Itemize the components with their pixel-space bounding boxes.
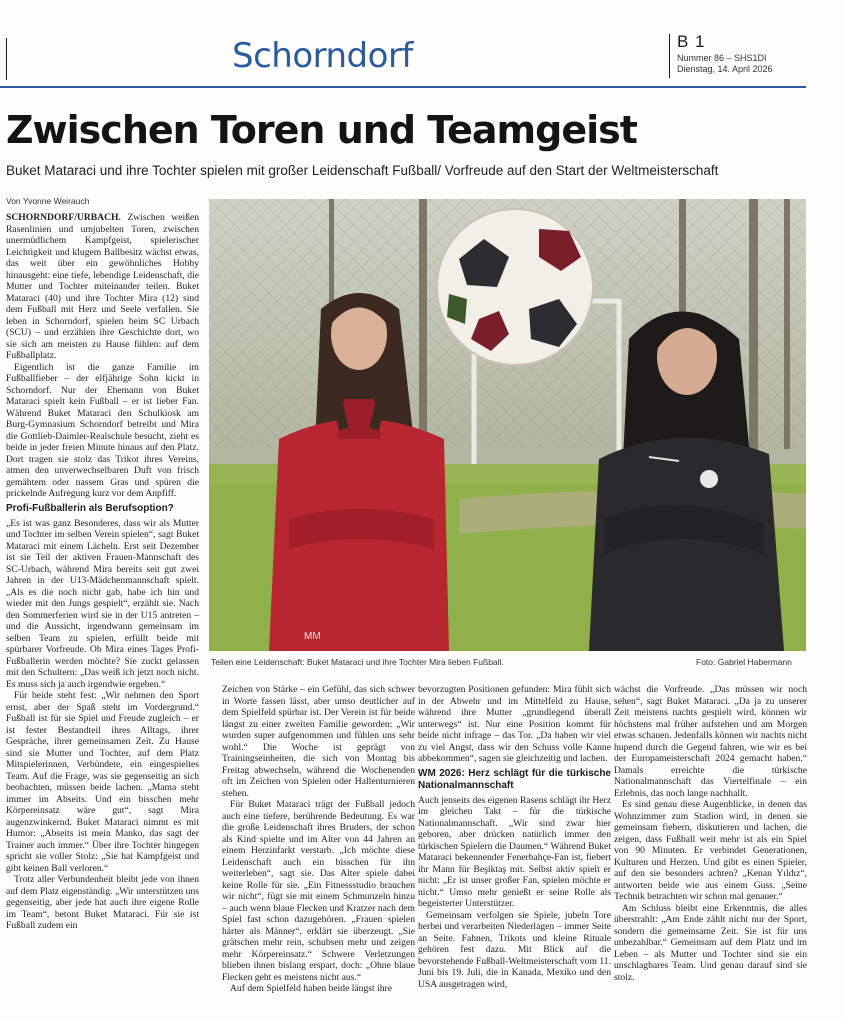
shirt-initials: MM [304, 631, 321, 642]
header-divider [0, 86, 806, 88]
article-paragraph: Für beide steht fest: „Wir nehmen den Sport ernst, aber der Spaß steht im Vordergrund.“ Fußball ist für sie Spiel und Freude zugleich – er ist fester Bestandteil ihres Alltags, ihrer Gespräche, ihrer gemeinsamen Zeit. Zu Hause sind sie Mutter und Tochter, auf dem Platz Mitspielerinnen, Verbündete, ein eingespieltes Team. Auf die Frage, was sie gegenseitig an sich beobachten, müssen beide lachen. „Mama steht immer im Abseits. Und ein bisschen mehr Körpereinsatz wäre gut“, sagt Mira augenzwinkernd. Buket Mataraci nimmt es mit Humor: „Abseits ist mein Manko, das sagt der Trainer auch immer.“ Über ihre Tochter hingegen spricht sie voller Stolz: „Sie hat Kampfgeist und gibt keinen Ball verloren.“ [6, 690, 199, 874]
article-photo [209, 199, 806, 651]
byline: Von Yvonne Weirauch [6, 196, 90, 206]
article-paragraph: Auch jenseits des eigenen Rasens schlägt ihr Herz im gleichen Takt – für die türkische Nationalmannschaft. „Wir sind zwar hier geboren, aber drücken natürlich immer den türkischen Spielern die Daumen.“ Während Buket Mataraci bekennender Fenerbahçe-Fan ist, fiebert ihr Mann für Beşiktaş mit. Selbst aktiv spielt er nicht: „Er ist unser großer Fan, spielen möchte er nicht.“ Umso mehr genießt er seine Rolle als begeisterter Unterstützer. [418, 794, 611, 909]
issue-date: Dienstag, 14. April 2026 [677, 64, 773, 74]
dateline: SCHORNDORF/URBACH. [6, 212, 121, 223]
header-left-rule [6, 38, 7, 80]
page-number: B 1 [677, 32, 706, 51]
article-column-1 [6, 212, 199, 1012]
photo-credit: Foto: Gabriel Habermann [696, 657, 792, 667]
intertitle: Profi-Fußballerin als Berufsoption? [6, 502, 174, 514]
article-paragraph [6, 212, 199, 362]
subheadline: Buket Mataraci und ihre Tochter spielen mit großer Leidenschaft Fußball/ Vorfreude auf den Start der Weltmeisterschaft [6, 163, 719, 178]
article-column-3 [418, 684, 611, 1014]
photo-caption: Teilen eine Leidenschaft: Buket Mataraci und ihre Tochter Mira lieben Fußball. [211, 657, 504, 667]
article-paragraph: Auf dem Spielfeld haben beide längst ihre [230, 983, 392, 994]
header-right-rule [669, 34, 670, 78]
article-paragraph: „Es ist was ganz Besonderes, dass wir als Mutter und Tochter im selben Verein spielen“, sagt Buket Mataraci mit einem Lächeln. Erst seit Dezember ist sie Teil der aktiven Frauen-Mannschaft des SC-Urbach, während Mira bereits seit gut zwei Jahren in der U13-Mädchenmannschaft spielt. „Als es die noch nicht gab, habe ich hin und wieder mit den Jungs gespielt“, erzählt sie. Nach den Sommerferien wird sie in der U15 antreten – und die Aussicht, irgendwann gemeinsam im selben Team zu spielen, erfüllt beide mit spürbarer Vorfreude. Ob Mira eines Tages Profi-Fußballerin werden möchte? Sie zuckt gelassen mit den Schultern: „Das weiß ich jetzt noch nicht. Es muss sich ja auch irgendwie ergeben.“ [6, 517, 199, 690]
headline: Zwischen Toren und Teamgeist [6, 108, 637, 152]
section-title: Schorndorf [232, 36, 413, 76]
article-paragraph: Am Schluss bleibt eine Erkenntnis, die alles überstrahlt: „Am Ende zählt nicht nur der Sport, sondern die gemeinsame Zeit. Sie ist für uns unbezahlbar.“ Gemeinsam auf dem Platz und im Leben – als Mutter und Tochter sind sie ein unschlagbares Team. Und genau darauf sind sie stolz. [614, 902, 807, 983]
football [437, 209, 593, 365]
article-column-4 [614, 684, 807, 1014]
intertitle: WM 2026: Herz schlägt für die türkische Nationalmannschaft [418, 767, 611, 791]
article-paragraph: Eigentlich ist die ganze Familie im Fußballfieber – der elfjährige Sohn kickt in Schorndorf. Nur der Ehemann von Buket Mataraci spielt kein Fußball – er ist lieber Fan. Während Buket Mataraci den Schulkiosk am Burg-Gymnasium Schorndorf betreibt und Mira die Gottlieb-Daimler-Realschule besucht, zieht es beide in jeder freien Minute hinaus auf den Platz. Dort tragen sie stolz das Trikot ihres Vereins, atmen den unverwechselbaren Duft von frisch gemähtem oder nassem Gras und spüren die prickelnde Aufregung kurz vor dem Anpfiff. [6, 361, 199, 499]
article-paragraph: Zeichen von Stärke – ein Gefühl, das sich schwer in Worte fassen lässt, aber umso deutlicher auf dem Spielfeld spürbar ist. Der Verein ist für beide längst zu einer zweiten Familie geworden: „Wir wurden super aufgenommen und fühlen uns sehr wohl.“ Die Woche ist geprägt von Trainingseinheiten, die sich von Montag bis Freitag abwechseln, während die Wochenenden oft im Zeichen von Spielen oder Hallenturnieren stehen. [222, 684, 415, 799]
article-paragraph: Gemeinsam verfolgen sie Spiele, jubeln Tore herbei und verarbeiten Niederlagen – immer Seite an Seite. Fahnen, Trikots und kleine Rituale gehören fest dazu. Mit Blick auf die bevorstehende Fußball-Weltmeisterschaft vom 11. Juni bis 19. Juli, die in Kanada, Mexiko und den USA ausgetragen wird, [418, 909, 611, 990]
page-header [0, 0, 845, 88]
article-paragraph: Für Buket Mataraci trägt der Fußball jedoch auch eine tiefere, berührende Bedeutung. Es war die große Leidenschaft ihres Bruders, der schon als Kind spielte und im Alter von 44 Jahren an einem Herzinfarkt verstarb. „Ich möchte diese Leidenschaft auch ein bisschen für ihn weiterleben“, sagt sie. Das Alter spiele dabei keine Rolle für sie. „Ein Fitnessstudio brauchen wir nicht“, fügt sie mit einem Schmunzeln hinzu – auch wenn blaue Flecken und Kratzer nach dem Spiel fast schon dazugehören. „Frauen spielen härter als Männer“, erklärt sie überzeugt. „Sie grätschen mehr rein, schubsen mehr und zeigen mehr Körpereinsatz.“ Schwere Verletzungen blieben ihnen bislang erspart, doch: „Ohne blaue Flecken geht es meistens nicht aus.“ [222, 799, 415, 983]
article-column-2 [222, 684, 415, 1014]
lead-text: Zwischen weißen Rasenlinien und umjubelten Toren, zwischen unermüdlichem Kampfgeist, spielerischer Leichtigkeit und klugem Ballbesitz wächst etwas, das weit über ein gewöhnliches Hobby hinausgeht: eine tiefe, lebendige Leidenschaft, die Mutter und Tochter miteinander teilen. Buket Mataraci (40) und ihre Tochter Mira (12) sind dem Fußball mit Herz und Seele verfallen. Sie leben in Schorndorf, spielen beim SC Urbach (SCU) – und erzählen ihre Geschichte dort, wo sie sich am meisten zu Hause fühlen: auf dem Fußballplatz. [6, 212, 199, 361]
article-paragraph: Es sind genau diese Augenblicke, in denen das Wohnzimmer zum Stadion wird, in denen sie gemeinsam fiebern, diskutieren und lachen, die zeigen, dass Fußball weit mehr ist als ein Spiel von 90 Minuten. Er verbindet Generationen, Kulturen und Herzen. Und gibt es einen Spieler, auf den sie besonders achten? „Kenan Yıldız“, antworten beide wie aus einem Guss. „Seine Technik betrachten wir schon mal genauer.“ [614, 799, 807, 902]
issue-number: Nummer 86 – SHS1DI [677, 53, 767, 63]
article-paragraph: Trotz aller Verbundenheit bleibt jede von ihnen auf dem Platz eigenständig. „Wir unterstützen uns gegenseitig, aber jede hat auch ihre eigene Rolle im Team“, betont Buket Mataraci. Für sie ist Fußball zudem ein [6, 874, 199, 931]
article-paragraph: bevorzugten Positionen gefunden: Mira fühlt sich in der Abwehr und im Mittelfeld zu Hause, während ihre Mutter „grundlegend überall unterwegs“ ist. Nur eine Position kommt für beide nicht infrage – das Tor. „Da haben wir viel zu viel Angst, dass wir den Schuss volle Kanne abbekommen“, sagen sie gleichzeitig und lachen. [418, 684, 611, 764]
article-paragraph: wächst die Vorfreude. „Das müssen wir noch sehen“, sagt Buket Mataraci. „Da ja zu unserer Zeit meistens nachts gespielt wird, können wir höchstens mal früher aufstehen und am Morgen etwas schauen. Jedenfalls können wir nachts nicht hupend durch die Gegend fahren, wie wir es bei der Europameisterschaft 2024 gemacht haben.“ Damals erreichte die türkische Nationalmannschaft das Viertelfinale – ein Erlebnis, das noch lange nachhallt. [614, 684, 807, 799]
